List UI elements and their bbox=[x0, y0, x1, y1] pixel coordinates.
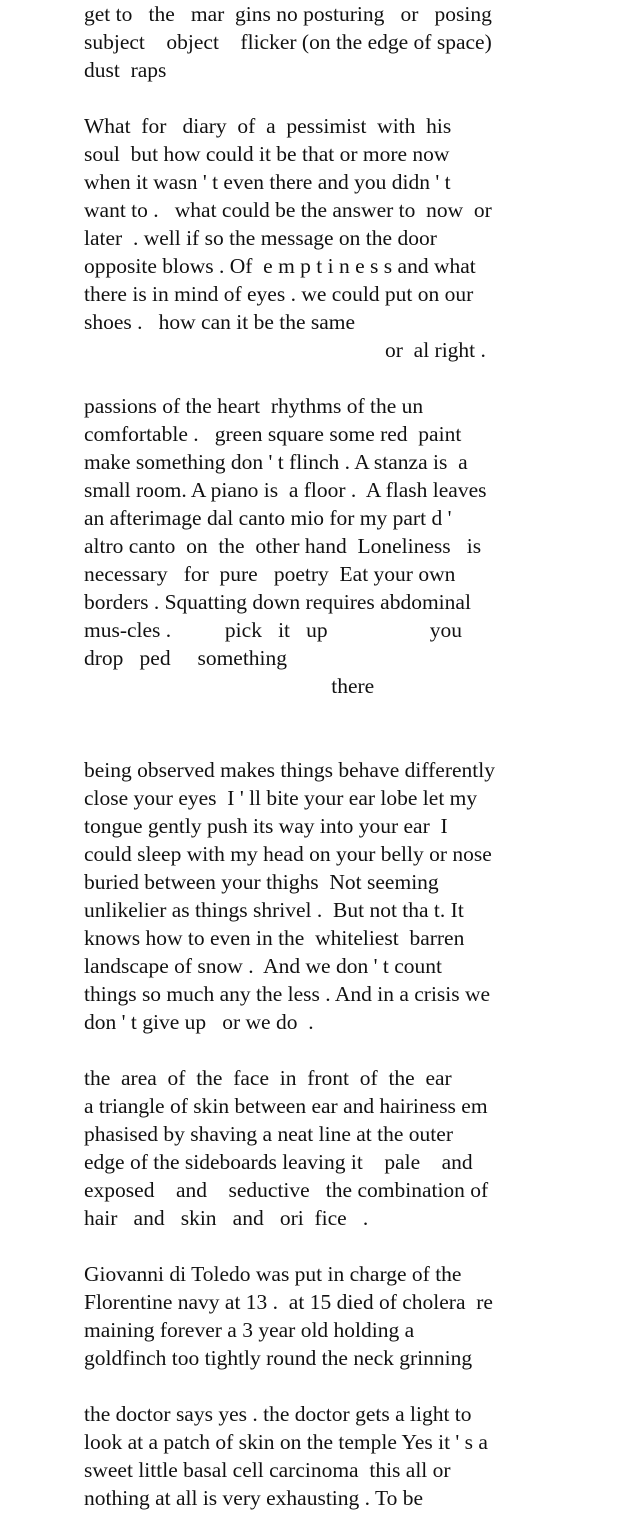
poem-line: get to the mar gins no posturing or posing bbox=[84, 2, 492, 26]
stanza-gap bbox=[84, 700, 624, 728]
poem-line: make something don ' t flinch . A stanza is a bbox=[84, 450, 468, 474]
poem-line: altro canto on the other hand Loneliness is bbox=[84, 534, 482, 558]
stanza bbox=[84, 0, 624, 84]
stanza-gap bbox=[84, 1232, 624, 1260]
stanza-gap bbox=[84, 1372, 624, 1400]
poem-line: don ' t give up or we do . bbox=[84, 1010, 314, 1034]
stanza-gap bbox=[84, 84, 624, 112]
poem-line: there is in mind of eyes . we could put on our bbox=[84, 282, 474, 306]
poem-line: when it wasn ' t even there and you didn ' t bbox=[84, 170, 451, 194]
poem-line: things so much any the less . And in a crisis we bbox=[84, 982, 491, 1006]
poem-line: a triangle of skin between ear and hairiness em bbox=[84, 1094, 488, 1118]
poem-line: small room. A piano is a floor . A flash leaves bbox=[84, 478, 487, 502]
poem-line: being observed makes things behave differently bbox=[84, 758, 495, 782]
poem-line: nothing at all is very exhausting . To be bbox=[84, 1486, 424, 1510]
poem-line: edge of the sideboards leaving it pale and bbox=[84, 1150, 473, 1174]
poem-line: What for diary of a pessimist with his bbox=[84, 114, 452, 138]
poem-line: subject object flicker (on the edge of space) bbox=[84, 30, 492, 54]
poem-line: the doctor says yes . the doctor gets a light to bbox=[84, 1402, 472, 1426]
poem-line: later . well if so the message on the door bbox=[84, 226, 437, 250]
poem-line: necessary for pure poetry Eat your own bbox=[84, 562, 456, 586]
stanza bbox=[84, 392, 624, 700]
poem-line: sweet little basal cell carcinoma this all or bbox=[84, 1458, 451, 1482]
poem-line: Florentine navy at 13 . at 15 died of cholera re bbox=[84, 1290, 493, 1314]
poem-line: there bbox=[84, 674, 375, 698]
poem-line: unlikelier as things shrivel . But not tha t. It bbox=[84, 898, 464, 922]
poem-line: knows how to even in the whiteliest barren bbox=[84, 926, 465, 950]
poem-line: close your eyes I ' ll bite your ear lobe let my bbox=[84, 786, 478, 810]
poem-line: phasised by shaving a neat line at the outer bbox=[84, 1122, 453, 1146]
poem-line: opposite blows . Of e m p t i n e s s and what bbox=[84, 254, 476, 278]
poem-line: shoes . how can it be the same bbox=[84, 310, 356, 334]
poem-line: or al right . bbox=[84, 338, 486, 362]
stanza bbox=[84, 112, 624, 364]
poem-line: want to . what could be the answer to now or bbox=[84, 198, 492, 222]
poem-line: maining forever a 3 year old holding a bbox=[84, 1318, 415, 1342]
poem-line: look at a patch of skin on the temple Yes it ' s a bbox=[84, 1430, 488, 1454]
poem-line: passions of the heart rhythms of the un bbox=[84, 394, 424, 418]
stanza-gap bbox=[84, 728, 624, 756]
poem-line: tongue gently push its way into your ear I bbox=[84, 814, 448, 838]
poem-line: an afterimage dal canto mio for my part d ' bbox=[84, 506, 452, 530]
poem-line: dust raps bbox=[84, 58, 167, 82]
poem-line: hair and skin and ori fice . bbox=[84, 1206, 369, 1230]
poem-line: the area of the face in front of the ear bbox=[84, 1066, 452, 1090]
poem-line: drop ped something bbox=[84, 646, 288, 670]
stanza bbox=[84, 1260, 624, 1372]
poem-line: Giovanni di Toledo was put in charge of the bbox=[84, 1262, 462, 1286]
stanza bbox=[84, 1400, 624, 1512]
poem-line: could sleep with my head on your belly or nose bbox=[84, 842, 492, 866]
poem-line: exposed and seductive the combination of bbox=[84, 1178, 489, 1202]
poem-line: comfortable . green square some red paint bbox=[84, 422, 462, 446]
stanza bbox=[84, 1064, 624, 1232]
poem-line: soul but how could it be that or more now bbox=[84, 142, 450, 166]
poem-line: borders . Squatting down requires abdominal bbox=[84, 590, 471, 614]
poem-page bbox=[84, 0, 624, 1512]
poem-line: goldfinch too tightly round the neck grinning bbox=[84, 1346, 473, 1370]
stanza-gap bbox=[84, 364, 624, 392]
poem-line: mus-cles . pick it up you bbox=[84, 618, 463, 642]
stanza-gap bbox=[84, 1036, 624, 1064]
stanza bbox=[84, 756, 624, 1036]
poem-line: buried between your thighs Not seeming bbox=[84, 870, 439, 894]
poem-line: landscape of snow . And we don ' t count bbox=[84, 954, 442, 978]
